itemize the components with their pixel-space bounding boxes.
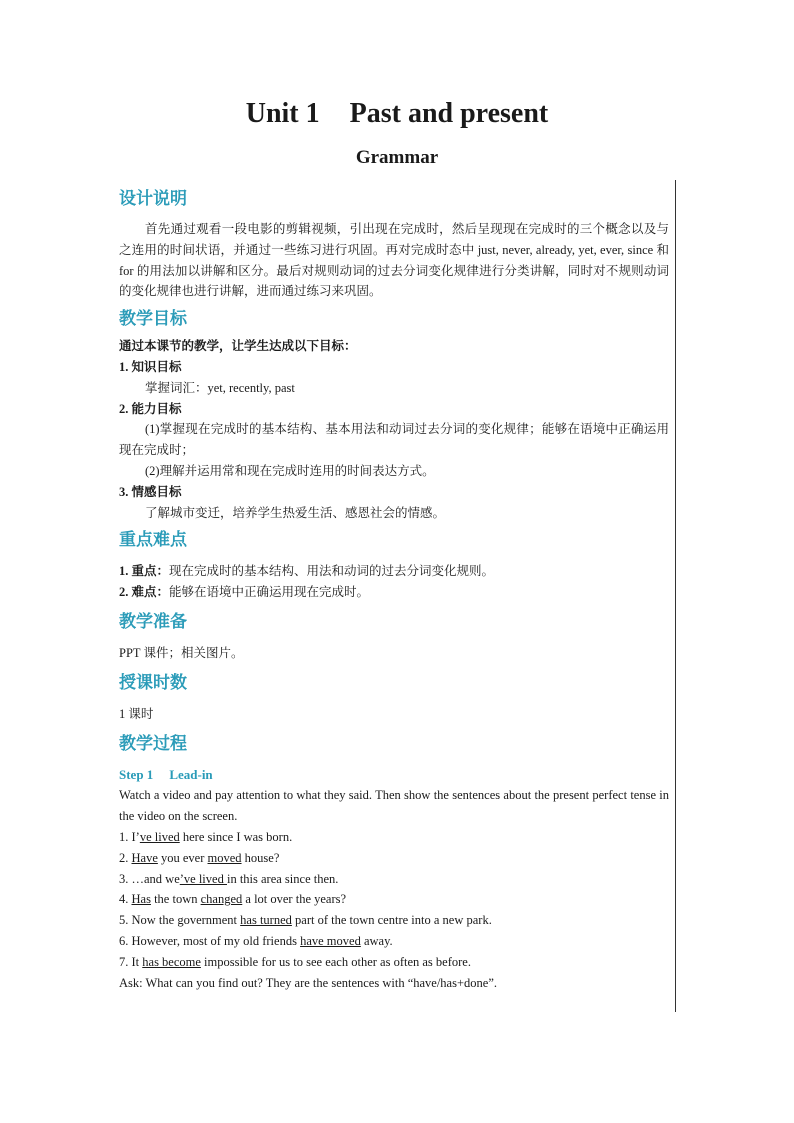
design-heading: 设计说明 xyxy=(119,189,187,209)
goals-intro: 通过本课节的教学，让学生达成以下目标： xyxy=(119,339,357,354)
emotion-goal-title: 3. 情感目标 xyxy=(119,484,182,499)
example-sentence-7 xyxy=(119,952,669,973)
underlined-verb: has become xyxy=(142,954,201,969)
example-sentence-4 xyxy=(119,889,669,910)
example-sentence-3 xyxy=(119,869,669,890)
right-border-line xyxy=(675,180,676,1012)
underlined-verb: moved xyxy=(207,850,242,865)
emotion-goal-text: 了解城市变迁，培养学生热爱生活、感恩社会的情感。 xyxy=(145,505,446,520)
page-title xyxy=(0,98,794,130)
underlined-verb: ve lived xyxy=(139,829,180,844)
sentence-text: a lot over the years? xyxy=(242,892,347,907)
example-sentence-5 xyxy=(119,910,669,931)
unit-topic: Past and present xyxy=(349,98,549,129)
difficulty-label: 2. 难点： xyxy=(119,585,170,600)
example-sentence-1 xyxy=(119,827,669,848)
example-sentence-6 xyxy=(119,931,669,952)
sentence-text: 3. …and we xyxy=(119,871,180,886)
process-ask: Ask: What can you find out? They are the sentences with “have/has+done”. xyxy=(119,975,497,990)
sentence-text: impossible for us to see each other as often as before. xyxy=(200,954,471,969)
process-intro: Watch a video and pay attention to what they said. Then show the sentences about the present perfect tense in the video on the screen. xyxy=(119,788,669,824)
sentence-text: the town xyxy=(150,892,201,907)
example-sentence-2 xyxy=(119,848,669,869)
difficulty-line xyxy=(119,582,669,603)
sentence-text: in this area since then. xyxy=(226,871,339,886)
sentence-text: here since I was born. xyxy=(179,829,293,844)
sentence-text: 6. However, most of my old friends xyxy=(119,933,301,948)
knowledge-goal-title: 1. 知识目标 xyxy=(119,359,182,374)
lesson-content xyxy=(119,188,669,993)
knowledge-goal-text: 掌握词汇：yet, recently, past xyxy=(145,380,295,395)
key-points-heading: 重点难点 xyxy=(119,530,187,551)
key-point-label: 1. 重点： xyxy=(119,564,170,579)
underlined-verb: Have xyxy=(131,850,158,865)
sentence-text: part of the town centre into a new park. xyxy=(291,913,492,928)
prep-heading: 教学准备 xyxy=(119,611,187,632)
sentence-text: 2. xyxy=(119,850,132,865)
prep-text: PPT 课件；相关图片。 xyxy=(119,645,244,660)
ability-goal-item-1: (1)掌握现在完成时的基本结构、基本用法和动词过去分词的变化规律；能够在语境中正确运用现在完成时； xyxy=(119,422,669,458)
sentence-text: away. xyxy=(360,933,393,948)
hours-heading: 授课时数 xyxy=(119,672,187,693)
sentence-text: 7. It xyxy=(119,954,143,969)
process-heading: 教学过程 xyxy=(119,733,187,754)
ability-goal-item-2: (2)理解并运用常和现在完成时连用的时间表达方式。 xyxy=(145,463,435,478)
underlined-verb: Has xyxy=(131,892,151,907)
underlined-verb: ’ve lived xyxy=(179,871,227,886)
sentence-text: you ever xyxy=(157,850,208,865)
sentence-text: house? xyxy=(241,850,280,865)
sentence-text: 4. xyxy=(119,892,132,907)
design-text: 首先通过观看一段电影的剪辑视频，引出现在完成时，然后呈现现在完成时的三个概念以及与之连用的时间状语，并通过一些练习进行巩固。再对完成时态中 just, never, already, yet, ever, since 和 for 的用法加以讲解和区分。最后对规则动词的过去分词变化规律进行分类讲解，同时对不规则动词的变化规律也进行讲解，进而通过练习来巩固。 xyxy=(119,222,669,299)
underlined-verb: have moved xyxy=(300,933,361,948)
step-title xyxy=(119,765,669,786)
sentence-text: 1. I’ xyxy=(119,829,140,844)
key-point-line xyxy=(119,561,669,582)
step-name: Lead-in xyxy=(169,766,213,782)
sentence-text: 5. Now the government xyxy=(119,913,241,928)
ability-goal-title: 2. 能力目标 xyxy=(119,401,182,416)
goals-heading: 教学目标 xyxy=(119,309,187,330)
hours-text: 1 课时 xyxy=(119,706,154,721)
page-subtitle: Grammar xyxy=(355,147,439,168)
unit-label: Unit 1 xyxy=(245,98,320,129)
underlined-verb: changed xyxy=(200,892,243,907)
step-number: Step 1 xyxy=(119,766,154,782)
key-point-text: 现在完成时的基本结构、用法和动词的过去分词变化规则。 xyxy=(169,564,495,579)
difficulty-text: 能够在语境中正确运用现在完成时。 xyxy=(169,585,370,600)
underlined-verb: has turned xyxy=(240,913,292,928)
